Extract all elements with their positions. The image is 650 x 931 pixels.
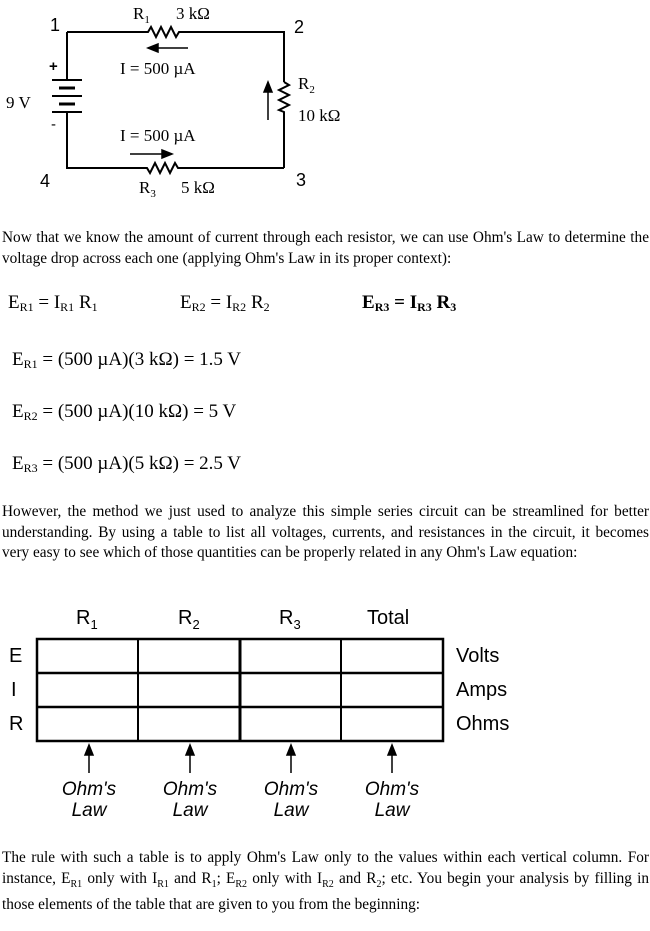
unit-amps: Amps [456,679,508,701]
law-arrow-3 [287,745,295,755]
circuit-wires [0,0,650,210]
col-header-r1: $R_1$ [76,607,98,632]
unit-ohms: Ohms [456,713,510,735]
battery-minus-sign: - [51,116,56,133]
paragraph-table-rule: The rule with such a table is to apply Ohm's Law only to the values within each vertical column. For instance, $E_{R1}$ only with $I_{R1}$ and $R_1$; $E_{R2}$ only with $I_{R2}$ and $R_2$; etc. You begin your analysis by filling in those elements of the table that are given to you from the beginning: [2,849,649,914]
paragraph-intro: Now that we know the amount of current through each resistor, we can use Ohm's Law to determine the voltage drop across each one (applying Ohm's Law in its proper context): [2,229,649,267]
calc-er2: $E_{R2} = (500$ µA)(10 kΩ) = 5 V [12,401,237,423]
r3-label: $R_3$ [139,178,156,200]
formula-er3: $E_{R3} = I_{R3}$ $R_3$ [362,292,457,314]
col-header-total: Total [367,607,410,629]
law-arrow-2 [186,745,194,755]
calc-er3: $E_{R3} = (500$ µA)(5 kΩ) = 2.5 V [12,453,242,475]
top-current-label: I = 500 µA [120,59,196,78]
row-label-r: R [9,713,24,735]
node-3-label: 3 [296,170,307,190]
ohms-law-label-4: Ohm's Law [364,779,420,821]
row-label-i: I [11,679,17,701]
battery-voltage-label: 9 V [6,93,31,112]
ohms-law-label-2: Ohm's Law [162,779,218,821]
ohms-law-label-3: Ohm's Law [263,779,319,821]
r2-value: 10 kΩ [298,106,341,125]
calc-er1: $E_{R1} = (500$ µA)(3 kΩ) = 1.5 V [12,349,242,371]
r3-value: 5 kΩ [181,178,215,197]
r2-label: $R_2$ [298,74,315,96]
node-4-label: 4 [40,171,51,191]
bottom-current-label: I = 500 µA [120,126,196,145]
ohms-law-label-1: Ohm's Law [61,779,117,821]
r2-zigzag [279,82,289,168]
col-header-r2: $R_2$ [178,607,200,632]
law-arrow-1 [85,745,93,755]
row-label-e: E [9,645,23,667]
node-2-label: 2 [294,17,305,37]
formula-er2: $E_{R2} = I_{R2}$ $R_2$ [180,292,270,314]
r1-label: $R_1$ [133,4,150,26]
unit-volts: Volts [456,645,500,667]
node-1-label: 1 [50,15,61,35]
col-header-r3: $R_3$ [279,607,301,632]
r1-value: 3 kΩ [176,4,210,23]
table-grid [0,630,650,780]
battery-plus-sign: + [49,58,58,75]
paragraph-table-intro: However, the method we just used to analyze this simple series circuit can be streamlined for better understanding. By using a table to list all voltages, currents, and resistances in the circuit, it becomes very easy to see which of those quantities can be properly related in any Ohm's Law equation: [2,503,649,562]
formula-er1: $E_{R1} = I_{R1}$ $R_1$ [8,292,98,314]
law-arrow-4 [388,745,396,755]
